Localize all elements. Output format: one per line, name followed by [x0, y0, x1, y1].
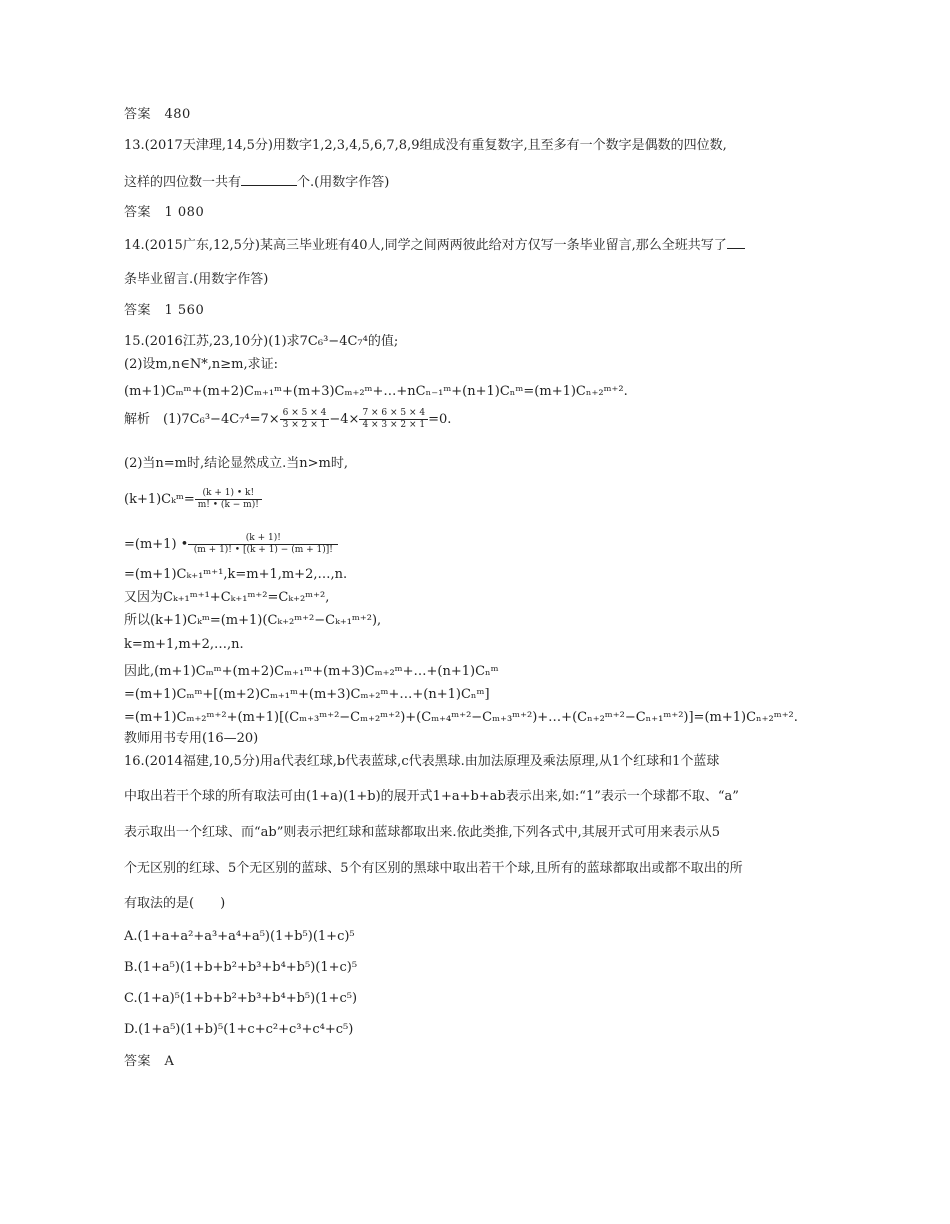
- q13-text-after-blank: 个.(用数字作答): [297, 175, 390, 190]
- solution-step-4: 又因为Cₖ₊₁ᵐ⁺¹+Cₖ₊₁ᵐ⁺²=Cₖ₊₂ᵐ⁺²,: [124, 590, 330, 605]
- question-15-line-3: (m+1)Cₘᵐ+(m+2)Cₘ₊₁ᵐ+(m+3)Cₘ₊₂ᵐ+…+nCₙ₋₁ᵐ+(n+1)Cₙᵐ=(m+1)Cₙ₊₂ᵐ⁺².: [124, 384, 628, 399]
- sol1-prefix: 解析 (1)7C₆³−4C₇⁴=7×: [124, 412, 280, 427]
- question-13-line-1: 13.(2017天津理,14,5分)用数字1,2,3,4,5,6,7,8,9组成没有重复数字,且至多有一个数字是偶数的四位数,: [124, 138, 727, 153]
- question-16-line-2: 中取出若干个球的所有取法可由(1+a)(1+b)的展开式1+a+b+ab表示出来,如:“1”表示一个球都不取、“a”: [124, 789, 739, 804]
- fraction-1: [280, 408, 330, 431]
- question-14-line-1: [124, 236, 745, 255]
- solution-step-8: =(m+1)Cₘᵐ+[(m+2)Cₘ₊₁ᵐ+(m+3)Cₘ₊₂ᵐ+…+(n+1)Cₙᵐ]: [124, 687, 490, 702]
- question-16-line-5: 有取法的是( ): [124, 896, 226, 911]
- option-a: A.(1+a+a²+a³+a⁴+a⁵)(1+b⁵)(1+c)⁵: [124, 929, 355, 944]
- question-13-line-2: [124, 173, 389, 192]
- answer-13: 答案 1 080: [124, 205, 205, 220]
- sol1-middle: −4×: [329, 412, 360, 427]
- q13-text-before-blank: 这样的四位数一共有: [124, 175, 242, 190]
- section-heading: 教师用书专用(16—20): [124, 731, 259, 746]
- answer-12: 答案 480: [124, 107, 191, 122]
- solution-step-6: k=m+1,m+2,…,n.: [124, 637, 244, 652]
- fraction-3: [195, 488, 262, 511]
- solution-step-3: =(m+1)Cₖ₊₁ᵐ⁺¹,k=m+1,m+2,…,n.: [124, 567, 348, 582]
- solution-part-1: [124, 408, 451, 431]
- option-c: C.(1+a)⁵(1+b+b²+b³+b⁴+b⁵)(1+c⁵): [124, 991, 358, 1006]
- step2-prefix: =(m+1) •: [124, 537, 189, 552]
- sol1-suffix: =0.: [428, 412, 452, 427]
- solution-step-9: =(m+1)Cₘ₊₂ᵐ⁺²+(m+1)[(Cₘ₊₃ᵐ⁺²−Cₘ₊₂ᵐ⁺²)+(Cₘ₊₄ᵐ⁺²−Cₘ₊₃ᵐ⁺²)+…+(Cₙ₊₂ᵐ⁺²−Cₙ₊₁ᵐ⁺²)]=(m+1)Cₙ₊₂ᵐ⁺².: [124, 710, 798, 725]
- option-d: D.(1+a⁵)(1+b)⁵(1+c+c²+c³+c⁴+c⁵): [124, 1022, 354, 1037]
- question-16-line-4: 个无区别的红球、5个无区别的蓝球、5个有区别的黑球中取出若干个球,且所有的蓝球都取出或都不取出的所: [124, 861, 743, 876]
- answer-14: 答案 1 560: [124, 303, 205, 318]
- option-b: B.(1+a⁵)(1+b+b²+b³+b⁴+b⁵)(1+c)⁵: [124, 960, 358, 975]
- fraction-3-denominator: m! • (k − m)!: [197, 500, 259, 510]
- solution-step-5: 所以(k+1)Cₖᵐ=(m+1)(Cₖ₊₂ᵐ⁺²−Cₖ₊₁ᵐ⁺²),: [124, 613, 382, 628]
- fraction-2-denominator: 4 × 3 × 2 × 1: [362, 420, 426, 430]
- solution-step-2: [124, 533, 338, 556]
- fraction-1-denominator: 3 × 2 × 1: [282, 420, 327, 430]
- q14-text: 14.(2015广东,12,5分)某高三毕业班有40人,同学之间两两彼此给对方仅写一条毕业留言,那么全班共写了: [124, 238, 727, 253]
- step1-prefix: (k+1)Cₖᵐ=: [124, 492, 195, 507]
- fraction-3-numerator: (k + 1) • k!: [195, 488, 262, 500]
- fraction-1-numerator: 6 × 5 × 4: [280, 408, 330, 420]
- question-16-line-3: 表示取出一个红球、而“ab”则表示把红球和蓝球都取出来.依此类推,下列各式中,其展开式可用来表示从5: [124, 825, 721, 840]
- solution-part-2-intro: (2)当n=m时,结论显然成立.当n>m时,: [124, 456, 348, 471]
- question-15-line-2: (2)设m,n∈N*,n≥m,求证:: [124, 357, 278, 372]
- fraction-2: [359, 408, 428, 431]
- answer-blank: [241, 173, 297, 186]
- fraction-4: [188, 533, 338, 556]
- fraction-4-numerator: (k + 1)!: [188, 533, 338, 545]
- solution-step-7: 因此,(m+1)Cₘᵐ+(m+2)Cₘ₊₁ᵐ+(m+3)Cₘ₊₂ᵐ+…+(n+1)Cₙᵐ: [124, 664, 499, 679]
- solution-step-1: [124, 488, 262, 511]
- answer-blank: [727, 236, 745, 249]
- answer-16: 答案 A: [124, 1054, 175, 1069]
- fraction-2-numerator: 7 × 6 × 5 × 4: [359, 408, 428, 420]
- question-14-line-2: 条毕业留言.(用数字作答): [124, 272, 269, 287]
- question-16-line-1: 16.(2014福建,10,5分)用a代表红球,b代表蓝球,c代表黑球.由加法原理及乘法原理,从1个红球和1个蓝球: [124, 754, 720, 769]
- question-15-line-1: 15.(2016江苏,23,10分)(1)求7C₆³−4C₇⁴的值;: [124, 334, 399, 349]
- fraction-4-denominator: (m + 1)! • [(k + 1) − (m + 1)]!: [193, 545, 333, 555]
